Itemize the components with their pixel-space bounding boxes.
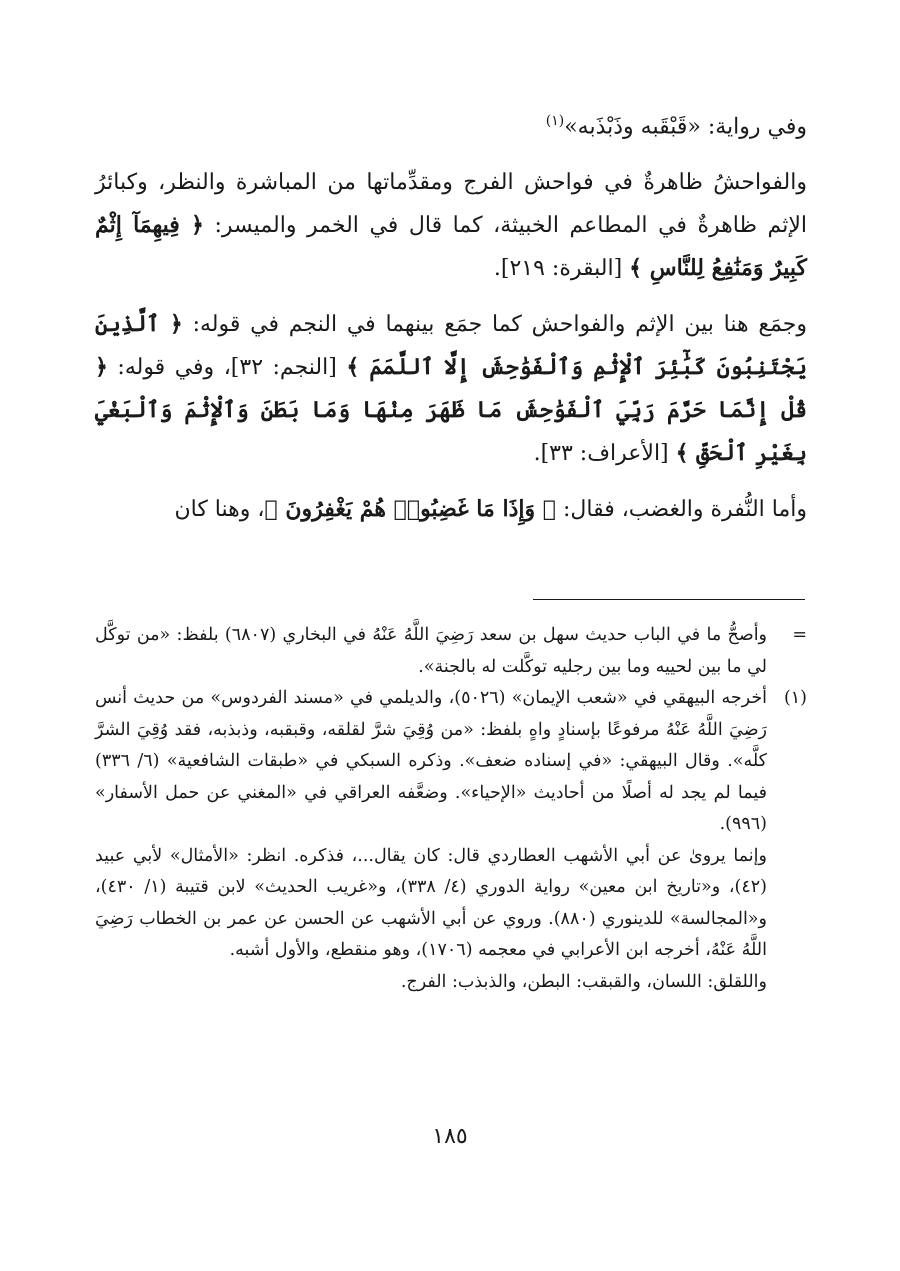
paragraph-4-tail: ، وهنا كان	[174, 497, 265, 523]
footnote-continued-marker: =	[792, 625, 807, 645]
verse-reference-baqarah: [البقرة: ٢١٩].	[493, 256, 623, 282]
verse-reference-najm: [النجم: ٣٢]، وفي قوله:	[117, 355, 337, 381]
paragraph-2-text: والفواحشُ ظاهرةٌ في فواحش الفرج ومقدِّماتها من المباشرة والنظر، وكبائرُ الإثم ظاهرةٌ في المطاعم الخبيثة، كما قال في الخمر والميسر:	[95, 170, 807, 239]
footnote-continued-text: وأصحُّ ما في الباب حديث سهل بن سعد رَضِيَ اللَّهُ عَنْهُ في البخاري (٦٨٠٧) بلفظ: «من توكَّل لي ما بين لحييه وما بين رجليه توكَّلت له بالجنة».	[95, 625, 768, 677]
footnote-divider	[533, 599, 805, 600]
page-body	[95, 100, 807, 531]
footnote-continued	[95, 620, 807, 683]
page-number: ١٨٥	[432, 1124, 468, 1149]
main-text	[95, 100, 807, 531]
paragraph-3-intro: وجمَع هنا بين الإثم والفواحش كما جمَع بينهما في النجم في قوله:	[192, 312, 807, 338]
footnote-1-marker: (١)	[783, 688, 807, 708]
quran-verse-najm: ﴿ ٱلَّذِينَ يَجْتَنِبُونَ كَبَٰٓئِرَ ٱلْإِثْمِ وَٱلْفَوَٰحِشَ إِلَّا ٱللَّمَمَ ﴾	[95, 311, 807, 381]
footnote-1-para-2: وإنما يروىٰ عن أبي الأشهب العطاردي قال: كان يقال...، فذكره. انظر: «الأمثال» لأبي عبيد (٤٢)، و«تاريخ ابن معين» رواية الدوري (٤/ ٣٣٨)، و«غريب الحديث» لابن قتيبة (١/ ٤٣٠)، و«المجالسة» للدينوري (٨٨٠). وروي عن أبي الأشهب عن الحسن عن عمر بن الخطاب رَضِيَ اللَّهُ عَنْهُ، أخرجه ابن الأعرابي في معجمه (١٧٠٦)، وهو منقطع، والأول أشبه.	[95, 845, 767, 960]
footnote-1-para-1: أخرجه البيهقي في «شعب الإيمان» (٥٠٢٦)، والديلمي في «مسند الفردوس» من حديث أنس رَضِيَ اللَّهُ عَنْهُ مرفوعًا بإسنادٍ واهٍ بلفظ: «من وُقِيَ شرَّ لقلقه، وقبقبه، وذبذبه، فقد وُقِيَ الشرَّ كلَّه». وقال البيهقي: «في إسناده ضعف». وذكره السبكي في «طبقات الشافعية» (٦/ ٣٣٦) فيما لم يجد له أصلًا من أحاديث «الإحياء». وضعَّفه العراقي في «المغني عن حمل الأسفار» (٩٩٦).	[95, 688, 768, 834]
quran-verse-araf: ﴿ قُلْ إِنَّمَا حَرَّمَ رَبِّيَ ٱلْفَوَٰحِشَ مَا ظَهَرَ مِنْهَا وَمَا بَطَنَ وَٱلْإِثْمَ وَٱلْبَغْيَ بِغَيْرِ ٱلْحَقِّ ﴾	[95, 354, 807, 467]
footnote-1	[95, 683, 807, 998]
paragraph-1-text: وفي رواية: «قَبْقَبه وذَبْذَبه»	[564, 114, 807, 140]
quran-verse-shura: ﴿ وَإِذَا مَا غَضِبُوا۟ هُمْ يَغْفِرُونَ ﴾	[264, 496, 556, 523]
verse-reference-araf: [الأعراف: ٣٣].	[533, 441, 669, 467]
paragraph-2	[95, 161, 807, 290]
quran-verse-baqarah: ﴿ فِيهِمَآ إِثْمٌ كَبِيرٌ وَمَنَٰفِعُ لِلنَّاسِ ﴾	[95, 212, 807, 282]
paragraph-3	[95, 303, 807, 475]
paragraph-1	[95, 100, 807, 148]
footnote-1-para-3: واللقلق: اللسان، والقبقب: البطن، والذبذب: الفرج.	[400, 971, 767, 992]
paragraph-4	[95, 488, 807, 531]
footnotes	[95, 620, 807, 998]
paragraph-4-intro: وأما النُّفرة والغضب، فقال:	[562, 497, 807, 523]
footnote-ref-1: (١)	[545, 113, 565, 129]
